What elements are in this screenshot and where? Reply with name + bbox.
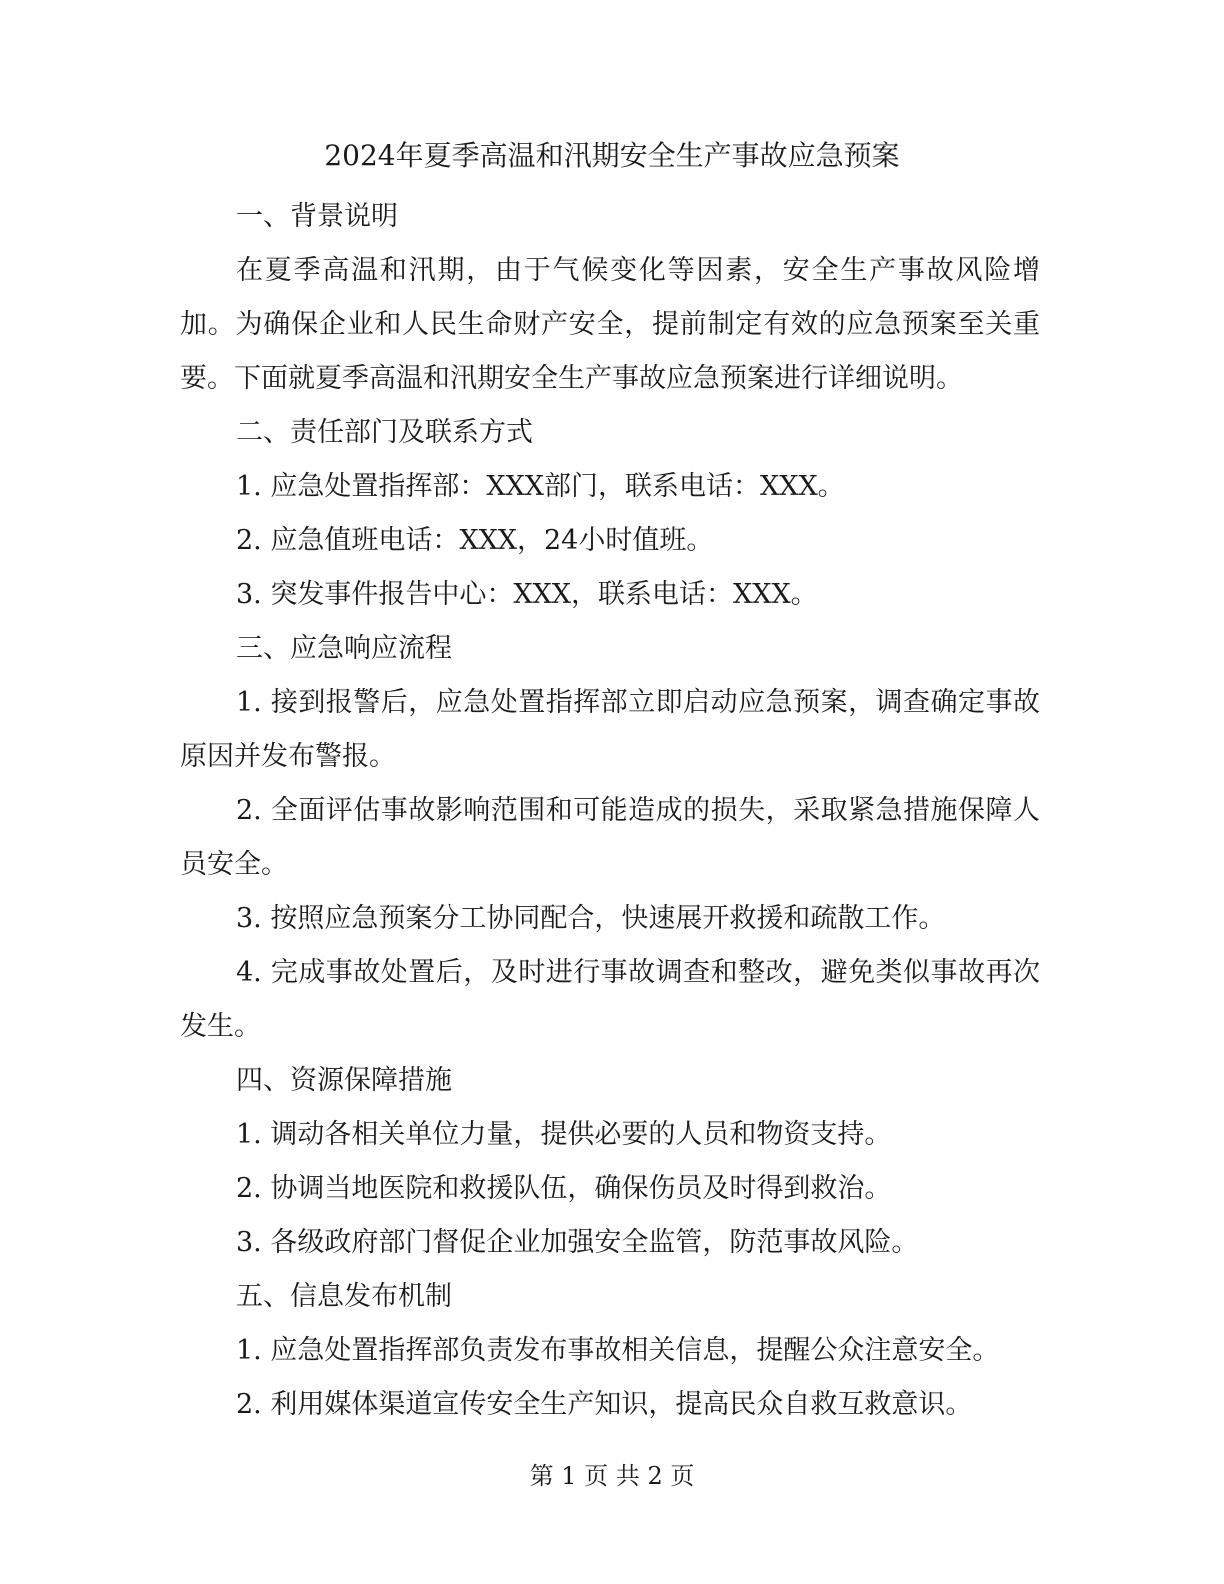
list-item-information-1: 1. 应急处置指挥部负责发布事故相关信息，提醒公众注意安全。 bbox=[236, 1335, 1000, 1366]
list-item-report-center: 3. 突发事件报告中心：XXX，联系电话：XXX。 bbox=[236, 579, 818, 610]
list-item-command-center: 1. 应急处置指挥部：XXX部门，联系电话：XXX。 bbox=[236, 471, 845, 502]
section-heading-information: 五、信息发布机制 bbox=[236, 1281, 452, 1312]
section-heading-departments: 二、责任部门及联系方式 bbox=[236, 417, 533, 448]
paragraph-background: 在夏季高温和汛期，由于气候变化等因素，安全生产事故风险增加。为确保企业和人民生命财产安全，提前制定有效的应急预案至关重要。下面就夏季高温和汛期安全生产事故应急预案进行详细说明。 bbox=[180, 255, 1040, 394]
list-item-resources-1: 1. 调动各相关单位力量，提供必要的人员和物资支持。 bbox=[236, 1119, 892, 1150]
list-item-response-1: 1. 接到报警后，应急处置指挥部立即启动应急预案，调查确定事故原因并发布警报。 bbox=[180, 687, 1040, 772]
list-item-resources-2: 2. 协调当地医院和救援队伍，确保伤员及时得到救治。 bbox=[236, 1173, 892, 1204]
section-heading-resources: 四、资源保障措施 bbox=[236, 1065, 452, 1096]
section-heading-response: 三、应急响应流程 bbox=[236, 633, 452, 664]
list-item-response-2: 2. 全面评估事故影响范围和可能造成的损失，采取紧急措施保障人员安全。 bbox=[180, 795, 1040, 880]
list-item-response-4: 4. 完成事故处置后，及时进行事故调查和整改，避免类似事故再次发生。 bbox=[180, 957, 1040, 1042]
list-item-duty-phone: 2. 应急值班电话：XXX，24小时值班。 bbox=[236, 525, 714, 556]
section-heading-background: 一、背景说明 bbox=[236, 201, 398, 232]
page-footer: 第 1 页 共 2 页 bbox=[529, 1462, 695, 1490]
list-item-response-3: 3. 按照应急预案分工协同配合，快速展开救援和疏散工作。 bbox=[236, 903, 946, 934]
document-body bbox=[180, 190, 1040, 1432]
document-title: 2024年夏季高温和汛期安全生产事故应急预案 bbox=[324, 139, 900, 172]
list-item-resources-3: 3. 各级政府部门督促企业加强安全监管，防范事故风险。 bbox=[236, 1227, 919, 1258]
list-item-information-2: 2. 利用媒体渠道宣传安全生产知识，提高民众自救互救意识。 bbox=[236, 1389, 973, 1420]
